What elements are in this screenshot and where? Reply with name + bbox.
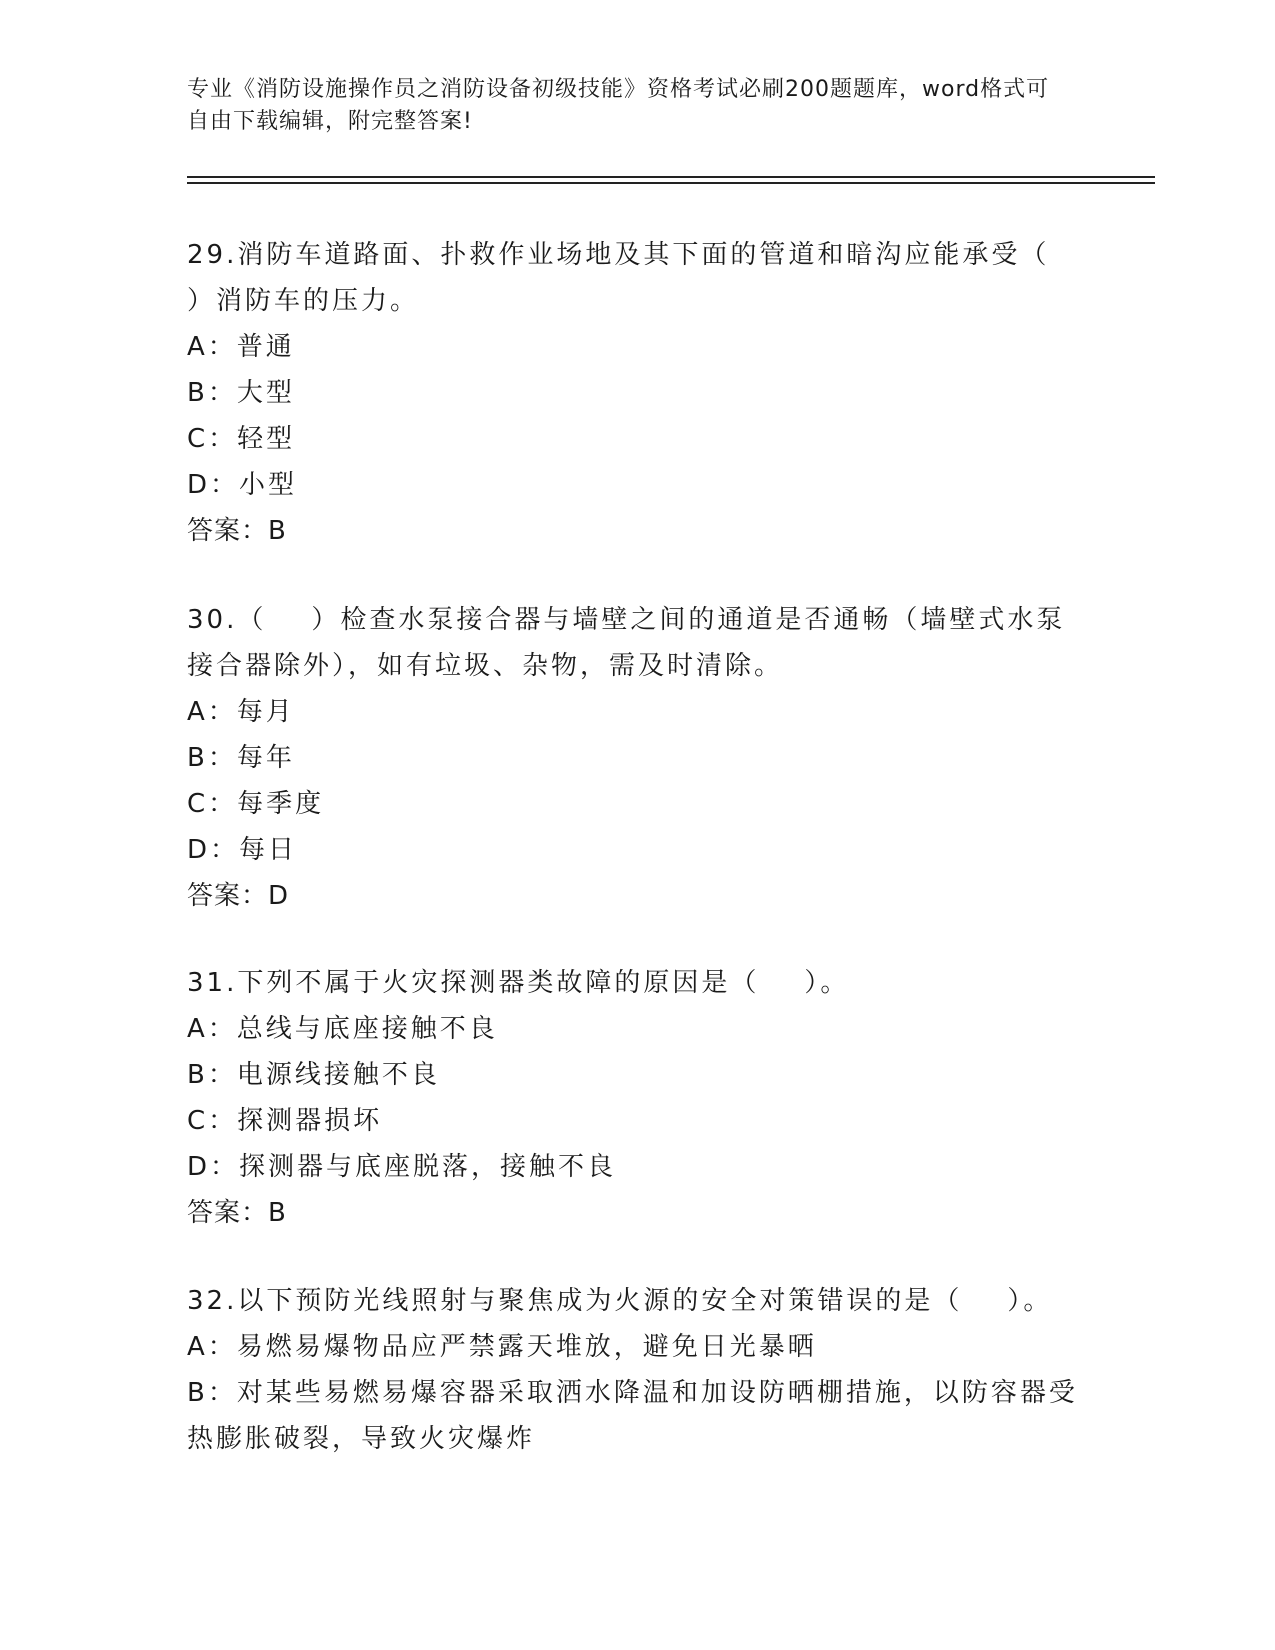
question-stem: 32.以下预防光线照射与聚焦成为火源的安全对策错误的是（ ）。 [187, 1286, 1053, 1316]
header-divider-top [187, 176, 1155, 178]
option-a: A：普通 [187, 332, 295, 362]
option-a: A：每月 [187, 697, 295, 727]
answer: 答案：B [187, 1198, 287, 1228]
option-a: A：易燃易爆物品应严禁露天堆放，避免日光暴晒 [187, 1332, 817, 1362]
option-b: B：大型 [187, 378, 295, 408]
header-divider-bottom [187, 182, 1155, 184]
option-b: B：每年 [187, 743, 295, 773]
answer: 答案：B [187, 516, 287, 546]
option-d: D：每日 [187, 835, 298, 865]
question-29 [187, 232, 1095, 554]
question-stem: 31.下列不属于火灾探测器类故障的原因是（ ）。 [187, 968, 850, 998]
option-d: D：探测器与底座脱落，接触不良 [187, 1152, 617, 1182]
question-32 [187, 1278, 1087, 1462]
question-stem: 30.（ ）检查水泵接合器与墙壁之间的通道是否通畅（墙壁式水泵接合器除外），如有垃圾、杂物，需及时清除。 [187, 605, 1066, 681]
option-c: C：轻型 [187, 424, 296, 454]
answer: 答案：D [187, 881, 290, 911]
option-c: C：探测器损坏 [187, 1106, 383, 1136]
option-d: D：小型 [187, 470, 298, 500]
option-b: B：对某些易燃易爆容器采取洒水降温和加设防晒棚措施，以防容器受热膨胀破裂，导致火灾爆炸 [187, 1378, 1078, 1454]
document-header: 专业《消防设施操作员之消防设备初级技能》资格考试必刷200题题库，word格式可自由下载编辑，附完整答案! [187, 77, 1050, 134]
question-31 [187, 960, 1087, 1236]
option-c: C：每季度 [187, 789, 325, 819]
option-a: A：总线与底座接触不良 [187, 1014, 498, 1044]
question-30 [187, 597, 1087, 919]
option-b: B：电源线接触不良 [187, 1060, 440, 1090]
question-stem: 29.消防车道路面、扑救作业场地及其下面的管道和暗沟应能承受（ ）消防车的压力。 [187, 240, 1095, 316]
